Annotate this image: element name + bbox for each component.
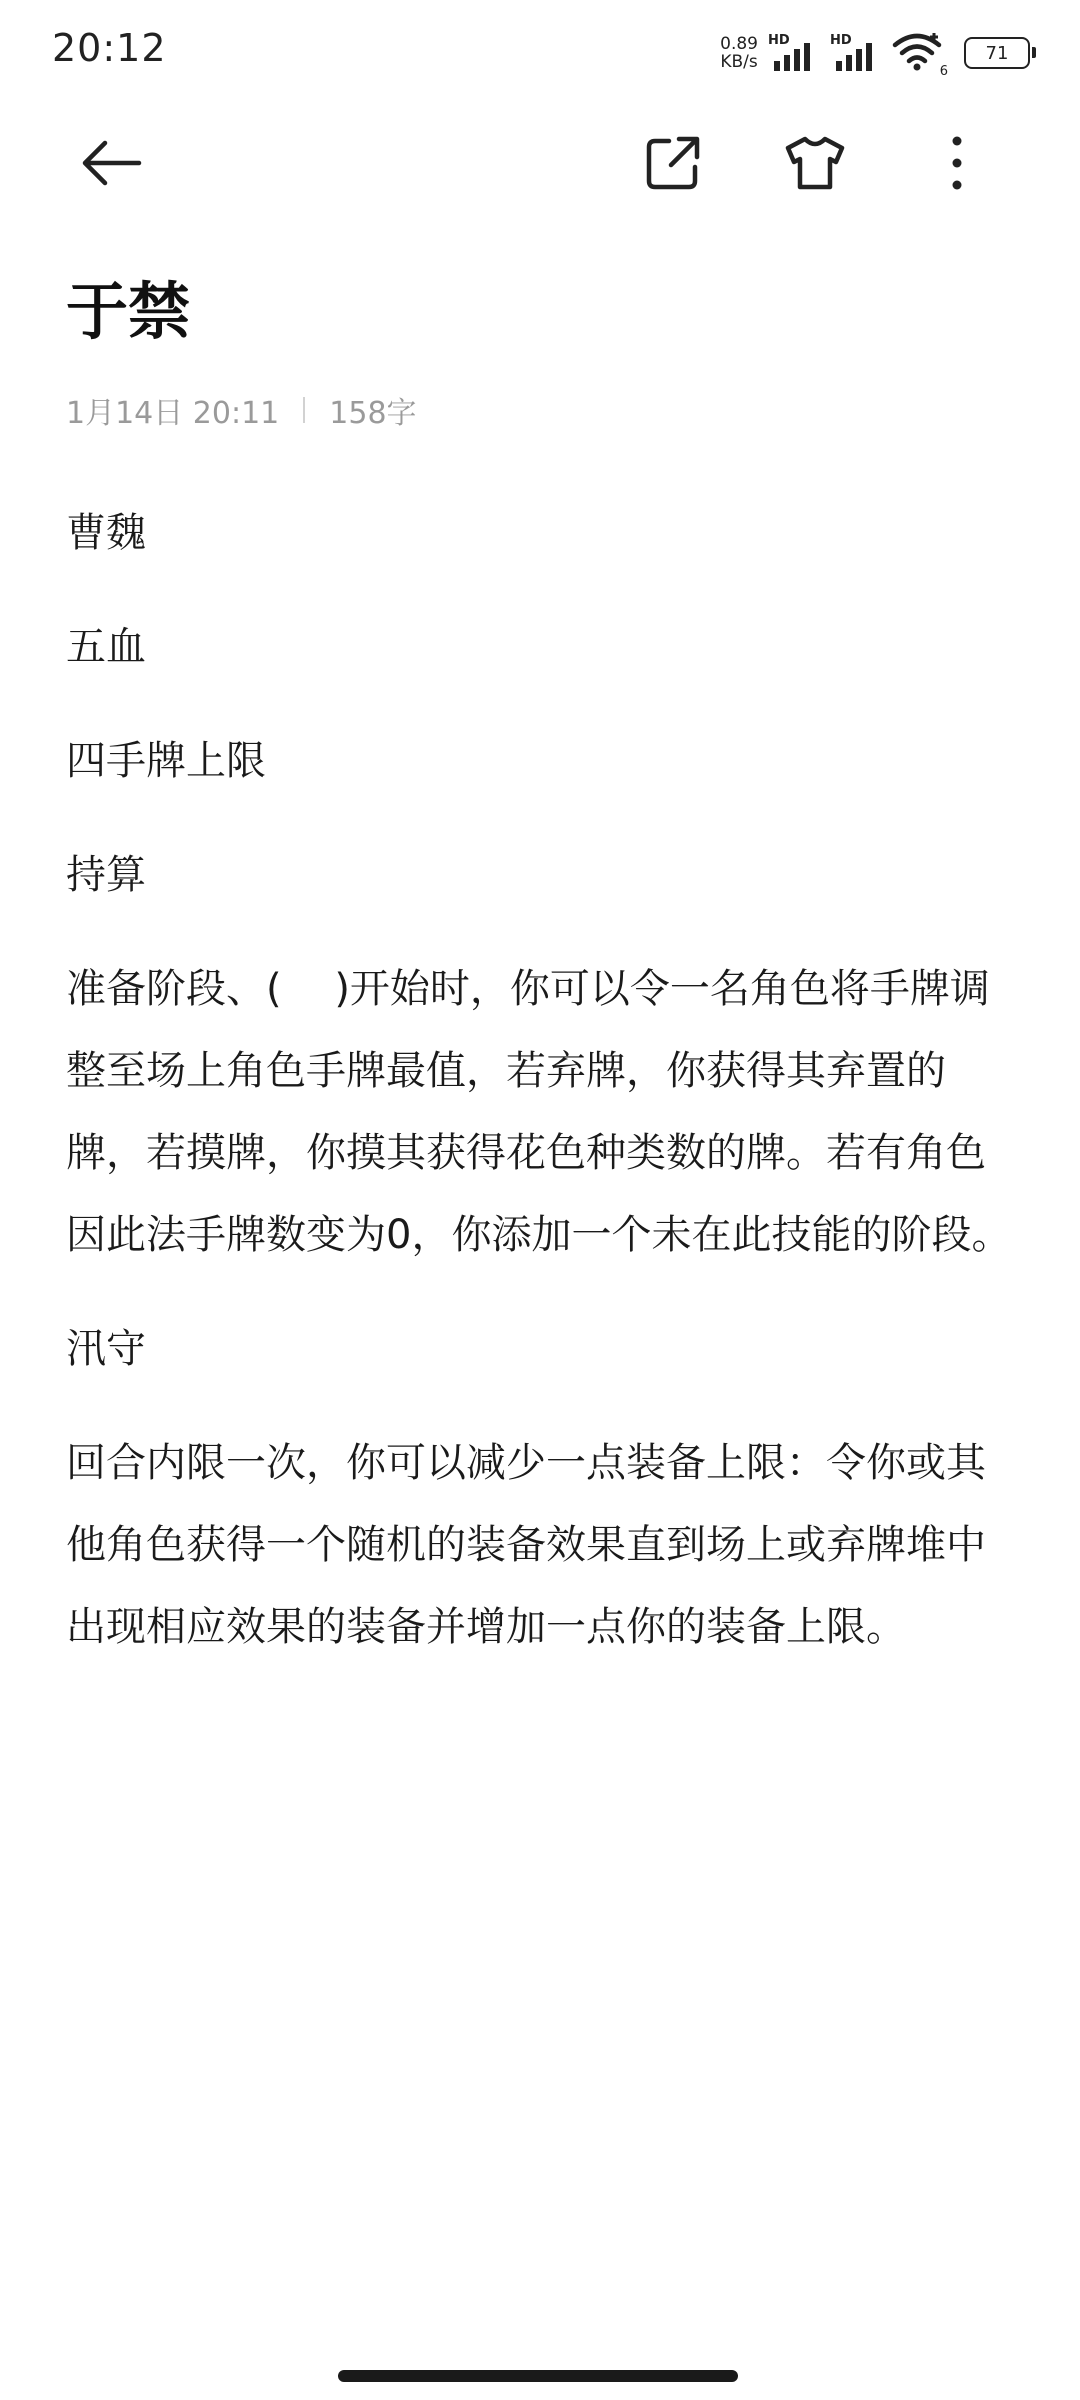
more-options-button[interactable] bbox=[922, 128, 992, 198]
note-date: 1月14日 20:11 bbox=[66, 396, 280, 431]
hd-label-1: HD bbox=[768, 33, 790, 48]
note-paragraph: 回合内限一次，你可以减少一点装备上限：令你或其他角色获得一个随机的装备效果直到场上或弃牌堆中出现相应效果的装备并增加一点你的装备上限。 bbox=[66, 1440, 986, 1650]
note-paragraph: 曹魏 bbox=[66, 510, 146, 556]
share-icon bbox=[645, 135, 701, 191]
wifi-sub-label: 6 bbox=[939, 64, 948, 79]
wifi-icon bbox=[892, 31, 948, 79]
note-paragraph: 持算 bbox=[66, 852, 146, 898]
battery-icon bbox=[964, 37, 1030, 69]
battery-level: 71 bbox=[985, 42, 1009, 64]
note-paragraph: 五血 bbox=[66, 624, 146, 670]
back-button[interactable] bbox=[76, 128, 146, 198]
network-speed bbox=[720, 35, 758, 71]
note-paragraph: 准备阶段、( )开始时，你可以令一名角色将手牌调整至场上角色手牌最值，若弃牌，你获得其弃置的牌，若摸牌，你摸其获得花色种类数的牌。若有角色因此法手牌数变为0，你添加一个未在此技能的阶段。 bbox=[66, 966, 1012, 1258]
share-button[interactable] bbox=[638, 128, 708, 198]
status-icons bbox=[720, 28, 1030, 78]
note-title[interactable]: 于禁 bbox=[66, 275, 191, 348]
home-indicator[interactable] bbox=[338, 2370, 738, 2382]
note-toolbar bbox=[0, 110, 1080, 210]
back-arrow-icon bbox=[79, 138, 143, 188]
note-paragraph: 四手牌上限 bbox=[66, 738, 266, 784]
note-body[interactable] bbox=[66, 492, 1016, 1668]
network-speed-value: 0.89 bbox=[720, 34, 758, 54]
more-vertical-icon bbox=[947, 135, 967, 191]
meta-divider bbox=[303, 397, 305, 423]
status-time: 20:12 bbox=[52, 26, 167, 70]
theme-shirt-icon bbox=[784, 135, 846, 191]
cell-signal-2-icon bbox=[830, 33, 882, 73]
theme-button[interactable] bbox=[780, 128, 850, 198]
hd-label-2: HD bbox=[830, 33, 852, 48]
note-paragraph: 汛守 bbox=[66, 1326, 146, 1372]
cell-signal-1-icon bbox=[768, 33, 820, 73]
status-bar bbox=[0, 0, 1080, 100]
network-speed-unit: KB/s bbox=[720, 52, 758, 72]
note-word-count: 158字 bbox=[329, 396, 417, 431]
note-meta bbox=[66, 388, 417, 432]
